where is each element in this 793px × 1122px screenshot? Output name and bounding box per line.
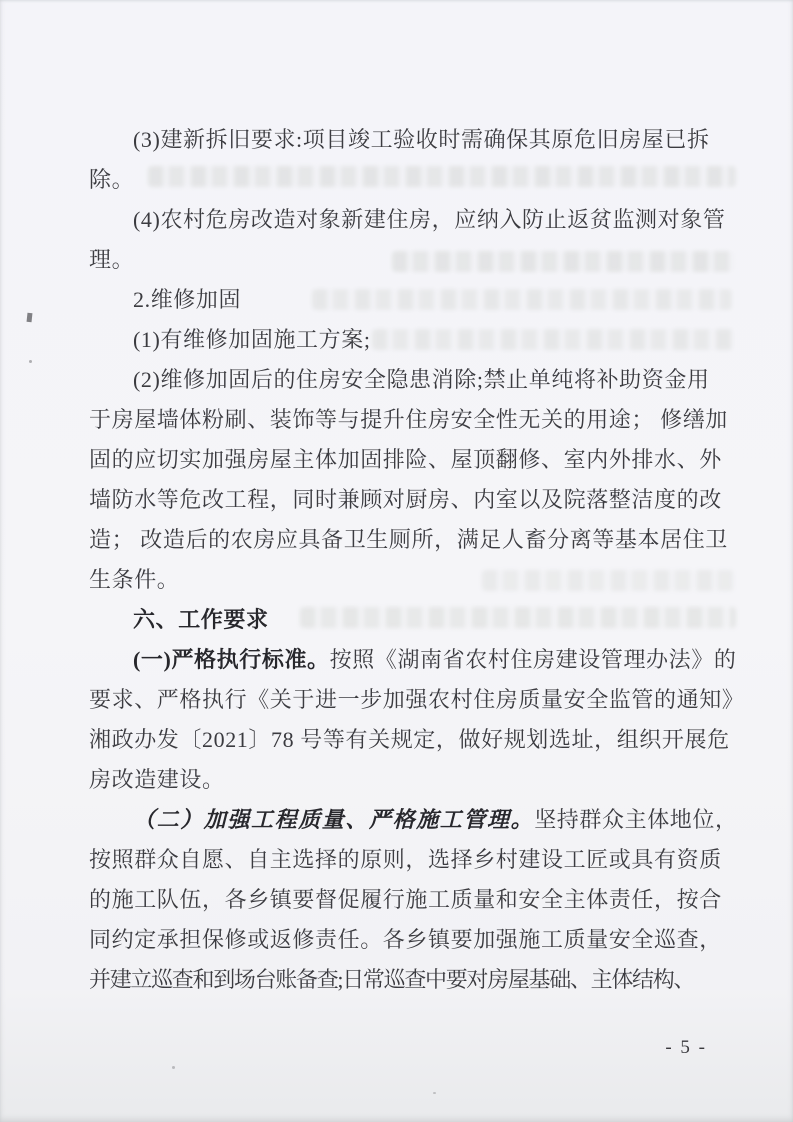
text-segment: 房改造建设。 bbox=[89, 767, 225, 792]
text-segment: 同约定承担保修或返修责任。各乡镇要加强施工质量安全巡查， bbox=[89, 927, 722, 952]
scan-speck bbox=[433, 1092, 436, 1094]
text-segment: 按照群众自愿、自主选择的原则，选择乡村建设工匠或具有资质 bbox=[89, 847, 722, 872]
text-segment: (2)维修加固后的住房安全隐患消除;禁止单纯将补助资金用 bbox=[133, 367, 710, 392]
text-segment: 除。 bbox=[89, 167, 135, 192]
page-number: - 5 - bbox=[665, 1037, 707, 1058]
text-line bbox=[89, 840, 729, 880]
text-segment: 坚持群众主体地位， bbox=[534, 807, 738, 832]
text-line bbox=[89, 920, 729, 960]
text-line bbox=[89, 640, 737, 680]
scan-speck bbox=[29, 360, 32, 363]
scan-speck bbox=[172, 1066, 175, 1069]
text-line bbox=[89, 480, 729, 520]
text-line bbox=[89, 320, 729, 360]
heading-segment: 六、工作要求 bbox=[133, 607, 269, 632]
text-line bbox=[89, 440, 729, 480]
document-text bbox=[89, 120, 745, 1000]
text-segment: (4)农村危房改造对象新建住房，应纳入防止返贫监测对象管 bbox=[133, 207, 726, 232]
text-segment: 2.维修加固 bbox=[133, 287, 242, 312]
text-segment: 墙防水等危改工程，同时兼顾对厨房、内室以及院落整洁度的改 bbox=[89, 487, 722, 512]
text-line bbox=[89, 760, 729, 800]
text-line bbox=[89, 360, 729, 400]
text-segment: 生条件。 bbox=[89, 567, 180, 592]
text-segment: 造； 改造后的农房应具备卫生厕所，满足人畜分离等基本居住卫 bbox=[89, 527, 728, 552]
text-line bbox=[89, 240, 729, 280]
text-segment: 湘政办发〔2021〕78 号等有关规定，做好规划选址，组织开展危 bbox=[89, 727, 730, 752]
text-line bbox=[89, 400, 729, 440]
text-segment: 固的应切实加强房屋主体加固排险、屋顶翻修、室内外排水、外 bbox=[89, 447, 722, 472]
heading-segment: (一)严格执行标准。 bbox=[133, 647, 330, 672]
text-line bbox=[89, 960, 729, 1000]
scan-speck bbox=[27, 313, 33, 322]
text-line bbox=[89, 800, 738, 840]
text-line bbox=[89, 680, 745, 720]
text-line bbox=[89, 520, 729, 560]
text-segment: 要求、严格执行《关于进一步加强农村住房质量安全监管的通知》 bbox=[89, 687, 745, 712]
text-line bbox=[89, 720, 729, 760]
text-segment: 按照《湖南省农村住房建设管理办法》的 bbox=[329, 647, 737, 672]
text-line bbox=[89, 200, 729, 240]
text-line bbox=[89, 280, 729, 320]
text-line bbox=[89, 120, 729, 160]
text-line bbox=[89, 560, 729, 600]
text-segment: (1)有维修加固施工方案; bbox=[133, 327, 371, 352]
text-line bbox=[89, 160, 729, 200]
text-segment: 并建立巡查和到场台账备查;日常巡查中要对房屋基础、主体结构、 bbox=[89, 967, 695, 992]
text-line bbox=[89, 600, 729, 640]
text-segment: 的施工队伍，各乡镇要督促履行施工质量和安全主体责任，按合 bbox=[89, 887, 722, 912]
heading-segment: （二）加强工程质量、严格施工管理。 bbox=[133, 807, 535, 832]
text-segment: 于房屋墙体粉刷、装饰等与提升住房安全性无关的用途； 修缮加 bbox=[89, 407, 728, 432]
text-segment: 理。 bbox=[89, 247, 135, 272]
text-line bbox=[89, 880, 729, 920]
text-segment: (3)建新拆旧要求:项目竣工验收时需确保其原危旧房屋已拆 bbox=[133, 127, 710, 152]
